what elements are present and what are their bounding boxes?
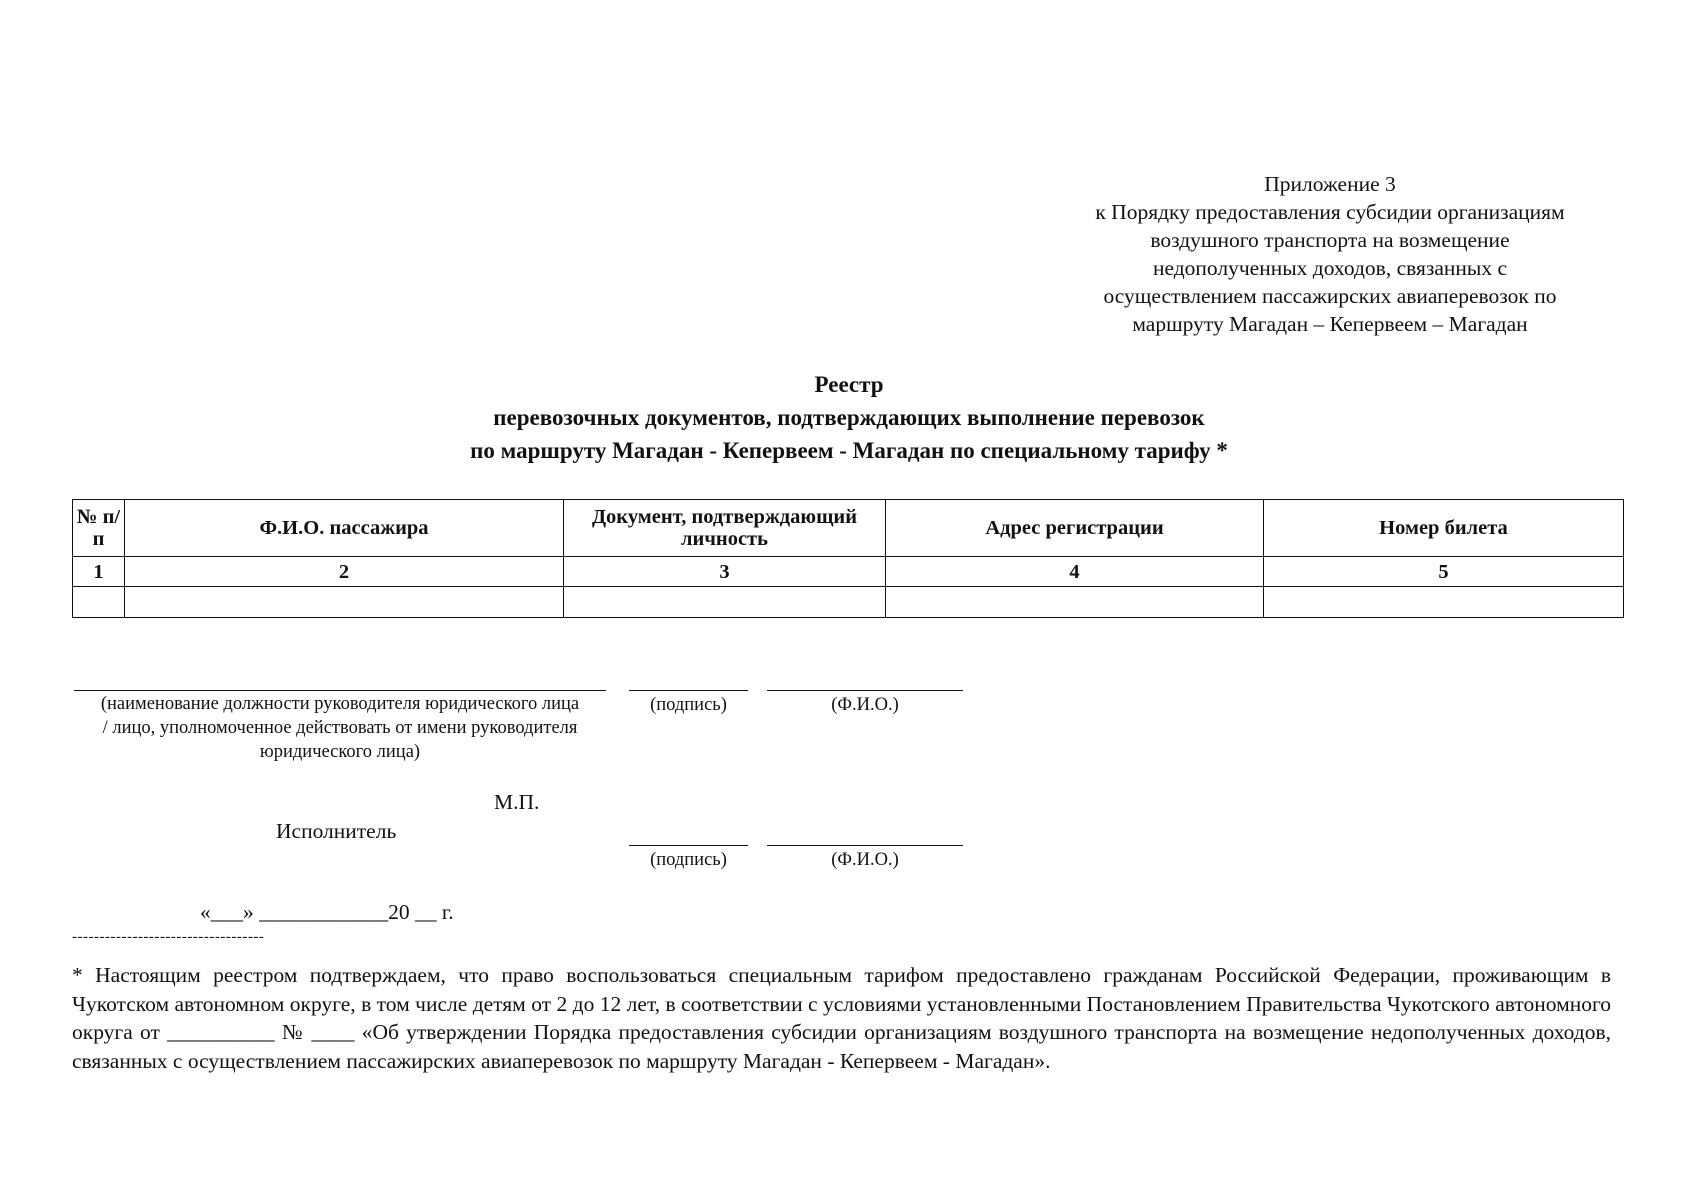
column-number-cell: 1 (73, 557, 125, 587)
signature-caption: (подпись) (650, 695, 727, 715)
title-line: по маршруту Магадан - Кепервеем - Магадан по специальному тарифу * (470, 438, 1228, 463)
column-number-row (73, 557, 1624, 587)
appendix-line: воздушного транспорта на возмещение (1150, 228, 1510, 252)
column-number-cell: 2 (125, 557, 564, 587)
table-cell[interactable] (564, 587, 886, 618)
appendix-line: к Порядку предоставления субсидии организациям (1095, 200, 1565, 224)
column-number-cell: 3 (564, 557, 886, 587)
table-header-row (73, 500, 1624, 557)
header-cell-registration-address: Адрес регистрации (886, 500, 1264, 557)
document-title (0, 368, 1698, 467)
table-cell[interactable] (73, 587, 125, 618)
footnote-separator: ----------------------------------- (72, 929, 265, 945)
header-cell-passenger-name: Ф.И.О. пассажира (125, 500, 564, 557)
date-field[interactable]: «___» ____________20 __ г. (200, 900, 454, 924)
name-caption: (Ф.И.О.) (831, 695, 899, 715)
table-cell[interactable] (1264, 587, 1624, 618)
column-number-cell: 5 (1264, 557, 1624, 587)
appendix-reference (1040, 170, 1620, 338)
signature-line[interactable] (629, 690, 748, 691)
header-cell-number: № п/п (73, 500, 125, 557)
column-number-cell: 4 (886, 557, 1264, 587)
header-cell-ticket-number: Номер билета (1264, 500, 1624, 557)
footnote-text: * Настоящим реестром подтверждаем, что право воспользоваться специальным тарифом предоставлено гражданам Российской Федерации, проживающим в Чукотском автономном округе, в том числе детям от 2 до 12 лет, в соответствии с условиями установленными Постановлением Правительства Чукотского автономного округа от __________ № ____ «Об утверждении Порядка предоставления субсидии организациям воздушного транспорта на возмещение недополученных доходов, связанных с осуществлением пассажирских авиаперевозок по маршруту Магадан - Кепервеем - Магадан». (72, 963, 1611, 1073)
position-line[interactable] (74, 690, 606, 691)
name-line[interactable] (767, 690, 963, 691)
stamp-label: М.П. (494, 790, 540, 814)
header-cell-identity-document: Документ, подтверждающий личность (564, 500, 886, 557)
appendix-line: недополученных доходов, связанных с (1152, 256, 1508, 280)
title-line: Реестр (814, 372, 884, 397)
executor-name-line[interactable] (767, 845, 963, 846)
table-row (73, 587, 1624, 618)
appendix-number: Приложение 3 (1264, 172, 1396, 196)
executor-label: Исполнитель (276, 819, 397, 843)
table-cell[interactable] (886, 587, 1264, 618)
title-line: перевозочных документов, подтверждающих выполнение перевозок (493, 405, 1205, 430)
executor-signature-caption: (подпись) (650, 850, 727, 870)
executor-signature-line[interactable] (629, 845, 748, 846)
table-cell[interactable] (125, 587, 564, 618)
appendix-line: осуществлением пассажирских авиаперевозок по (1103, 284, 1557, 308)
appendix-line: маршруту Магадан – Кепервеем – Магадан (1132, 312, 1528, 336)
executor-name-caption: (Ф.И.О.) (831, 850, 899, 870)
position-caption: (наименование должности руководителя юридического лица / лицо, уполномоченное действовать от имени руководителя юридического лица) (100, 694, 580, 762)
registry-table (72, 499, 1624, 618)
